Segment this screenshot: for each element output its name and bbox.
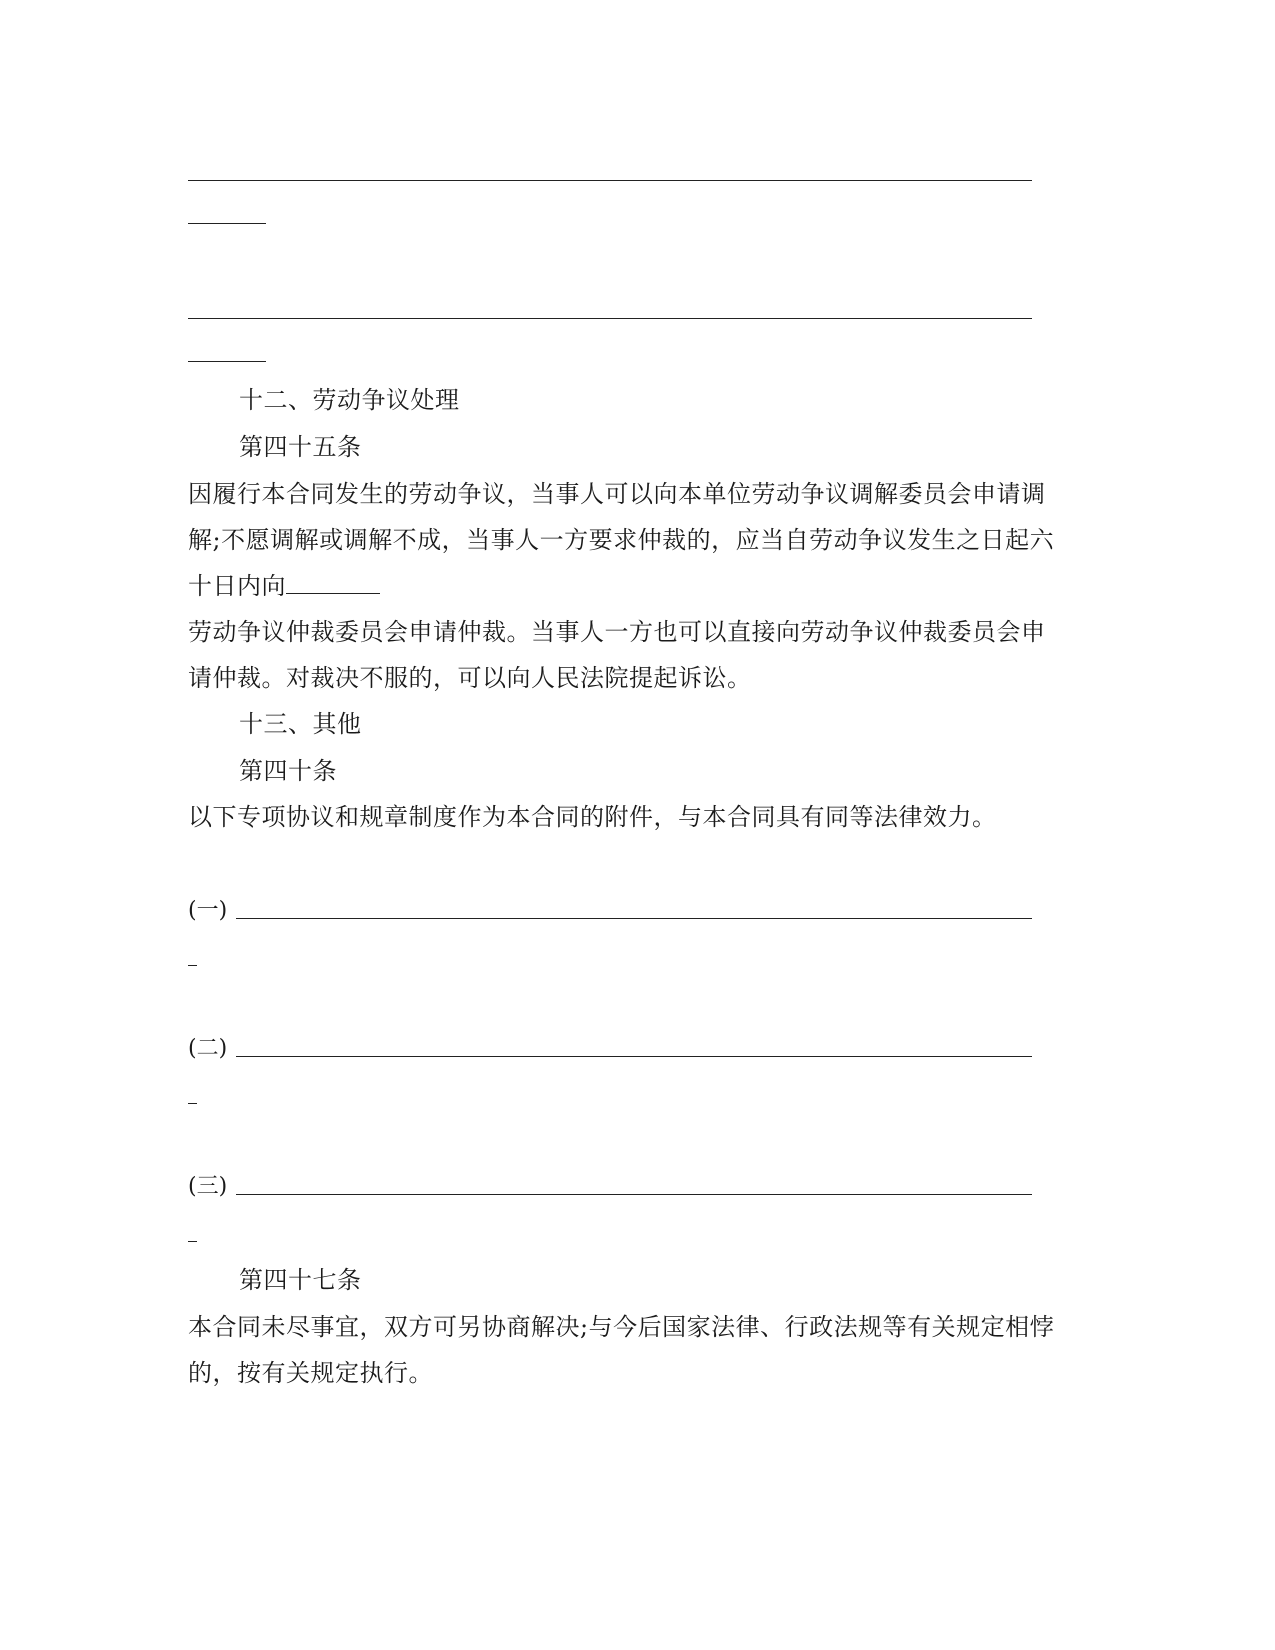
- attachment-3-label: (三): [188, 1174, 228, 1199]
- section-heading-12: 十二、劳动争议处理: [239, 386, 460, 414]
- attachment-1-label: (一): [188, 898, 228, 923]
- article-40-title: 第四十条: [239, 757, 337, 785]
- attachment-1: [188, 895, 236, 927]
- article-45-line-4: 劳动争议仲裁委员会申请仲裁。当事人一方也可以直接向劳动争议仲裁委员会申: [188, 618, 1046, 646]
- attachment-1-tail: [188, 965, 197, 966]
- attachment-3-tail: [188, 1241, 197, 1242]
- attachment-1-line: [236, 918, 1032, 919]
- article-45-line-2: 解;不愿调解或调解不成，当事人一方要求仲裁的，应当自劳动争议发生之日起六: [188, 526, 1055, 554]
- attachment-2: [188, 1033, 236, 1065]
- blank-line-2-tail: [188, 361, 266, 362]
- attachment-2-label: (二): [188, 1036, 228, 1061]
- blank-line-1-tail: [188, 223, 266, 224]
- attachment-3: [188, 1171, 236, 1203]
- article-45-line-3-text: 十日内向: [188, 572, 286, 600]
- attachment-2-line: [236, 1056, 1032, 1057]
- article-47-title: 第四十七条: [239, 1266, 362, 1294]
- section-heading-13: 十三、其他: [239, 710, 362, 738]
- arbitration-blank: [286, 571, 380, 594]
- blank-line-2: [188, 318, 1032, 319]
- article-47-line-1: 本合同未尽事宜，双方可另协商解决;与今后国家法律、行政法规等有关规定相悖: [188, 1313, 1055, 1341]
- article-40-text: 以下专项协议和规章制度作为本合同的附件，与本合同具有同等法律效力。: [188, 803, 997, 831]
- attachment-2-tail: [188, 1103, 197, 1104]
- article-45-line-5: 请仲裁。对裁决不服的，可以向人民法院提起诉讼。: [188, 664, 752, 692]
- attachment-3-line: [236, 1194, 1032, 1195]
- article-45-line-1: 因履行本合同发生的劳动争议，当事人可以向本单位劳动争议调解委员会申请调: [188, 480, 1046, 508]
- article-45-line-3: [188, 570, 380, 602]
- article-45-title: 第四十五条: [239, 433, 362, 461]
- blank-line-1: [188, 180, 1032, 181]
- article-47-line-2: 的，按有关规定执行。: [188, 1359, 433, 1387]
